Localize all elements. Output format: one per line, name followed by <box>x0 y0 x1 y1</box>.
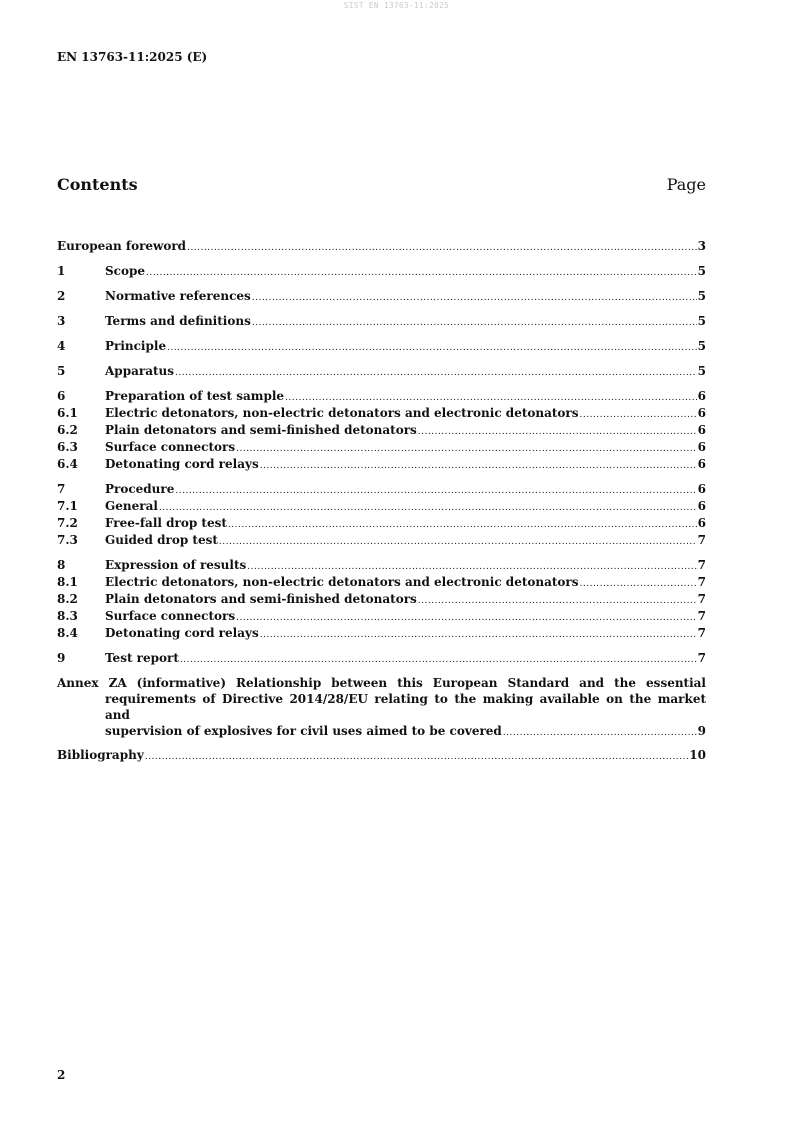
toc-number: 8.4 <box>57 626 78 640</box>
toc-page: 7 <box>697 651 706 665</box>
toc-page: 5 <box>697 264 706 278</box>
toc-entry-9[interactable] <box>57 650 706 667</box>
toc-title: Plain detonators and semi-finished detonators <box>105 423 417 437</box>
toc-page: 6 <box>697 499 706 513</box>
toc-page: 9 <box>697 724 706 738</box>
toc-number: 6.3 <box>57 440 78 454</box>
leader-dots <box>187 240 697 257</box>
toc-title: Apparatus <box>105 364 174 378</box>
toc-number: 6 <box>57 389 66 403</box>
toc-title: Preparation of test sample <box>105 389 285 403</box>
leader-dots <box>236 610 697 627</box>
toc-page: 6 <box>697 482 706 496</box>
toc-number: 3 <box>57 314 66 328</box>
toc-entry-6[interactable] <box>57 388 706 405</box>
toc-page: 7 <box>697 533 706 547</box>
toc-entry-8-2[interactable] <box>57 591 706 608</box>
toc-entry-5[interactable] <box>57 363 706 380</box>
toc-number: 7.1 <box>57 499 78 513</box>
toc-entry-8[interactable] <box>57 557 706 574</box>
toc-number: 7.3 <box>57 533 78 547</box>
toc-page: 6 <box>697 440 706 454</box>
toc-number: 4 <box>57 339 66 353</box>
leader-dots <box>260 458 697 475</box>
toc-entry-7-3[interactable] <box>57 532 706 549</box>
toc-number: 8.3 <box>57 609 78 623</box>
toc-page: 6 <box>697 389 706 403</box>
toc-title: Scope <box>105 264 146 278</box>
toc-number: 7.2 <box>57 516 78 530</box>
toc-number: 6.4 <box>57 457 78 471</box>
leader-dots <box>260 627 697 644</box>
leader-dots <box>580 576 697 593</box>
toc-title: Terms and definitions <box>105 314 251 328</box>
toc-entry-8-3[interactable] <box>57 608 706 625</box>
toc-page: 6 <box>697 406 706 420</box>
leader-dots <box>145 749 689 766</box>
leader-dots <box>146 265 697 282</box>
page-number: 2 <box>57 1068 66 1082</box>
toc-entry-4[interactable] <box>57 338 706 355</box>
toc-title: European foreword <box>57 239 187 253</box>
page-column-label: Page <box>666 175 706 194</box>
toc-page: 5 <box>697 289 706 303</box>
toc-title: Procedure <box>105 482 175 496</box>
toc-title: Detonating cord relays <box>105 457 259 471</box>
toc-page: 7 <box>697 558 706 572</box>
leader-dots <box>175 483 696 500</box>
toc-entry-foreword[interactable] <box>57 238 706 255</box>
toc-page: 6 <box>697 457 706 471</box>
toc-number: 6.2 <box>57 423 78 437</box>
toc-title: General <box>105 499 158 513</box>
leader-dots <box>219 534 697 551</box>
toc-number: 9 <box>57 651 66 665</box>
toc-page: 6 <box>697 516 706 530</box>
contents-heading: Contents <box>57 175 138 194</box>
toc-entry-6-1[interactable] <box>57 405 706 422</box>
leader-dots <box>159 500 697 517</box>
leader-dots <box>503 725 697 741</box>
toc-number: 1 <box>57 264 66 278</box>
toc-page: 5 <box>697 339 706 353</box>
toc-number: 2 <box>57 289 66 303</box>
toc-title: Test report <box>105 651 179 665</box>
leader-dots <box>167 340 697 357</box>
toc-page: 10 <box>689 748 706 762</box>
leader-dots <box>418 593 697 610</box>
annex-title-line-3-row <box>57 723 706 741</box>
leader-dots <box>228 517 697 534</box>
toc-page: 7 <box>697 626 706 640</box>
toc-title: Surface connectors <box>105 440 236 454</box>
leader-dots <box>175 365 697 382</box>
toc-number: 8.1 <box>57 575 78 589</box>
toc-number: 6.1 <box>57 406 78 420</box>
toc-number: 8 <box>57 558 66 572</box>
toc-page: 3 <box>697 239 706 253</box>
watermark: SIST EN 13763-11:2025 <box>343 1 450 10</box>
toc-page: 7 <box>697 575 706 589</box>
toc-page: 6 <box>697 423 706 437</box>
toc-title: Normative references <box>105 289 251 303</box>
toc-page: 7 <box>697 609 706 623</box>
leader-dots <box>580 407 697 424</box>
table-of-contents <box>57 238 706 764</box>
toc-entry-annex-za[interactable] <box>57 675 706 741</box>
toc-entry-6-4[interactable] <box>57 456 706 473</box>
toc-page: 7 <box>697 592 706 606</box>
toc-entry-2[interactable] <box>57 288 706 305</box>
toc-entry-3[interactable] <box>57 313 706 330</box>
toc-title: Guided drop test <box>105 533 218 547</box>
leader-dots <box>418 424 697 441</box>
toc-entry-8-4[interactable] <box>57 625 706 642</box>
toc-title: Plain detonators and semi-finished detonators <box>105 592 417 606</box>
document-id: EN 13763-11:2025 (E) <box>57 50 208 64</box>
annex-title-line-3: supervision of explosives for civil uses aimed to be covered <box>105 724 502 738</box>
toc-title: Electric detonators, non-electric detonators and electronic detonators <box>105 575 579 589</box>
toc-title: Expression of results <box>105 558 247 572</box>
toc-page: 5 <box>697 314 706 328</box>
toc-title: Bibliography <box>57 748 144 762</box>
toc-title: Detonating cord relays <box>105 626 259 640</box>
toc-entry-7-1[interactable] <box>57 498 706 515</box>
toc-title: Electric detonators, non-electric detonators and electronic detonators <box>105 406 579 420</box>
annex-title-line-2: requirements of Directive 2014/28/EU relating to the making available on the market and <box>105 692 706 722</box>
toc-page: 5 <box>697 364 706 378</box>
leader-dots <box>252 290 697 307</box>
toc-entry-6-2[interactable] <box>57 422 706 439</box>
leader-dots <box>180 652 697 669</box>
toc-title: Principle <box>105 339 167 353</box>
toc-entry-7[interactable] <box>57 481 706 498</box>
toc-entry-8-1[interactable] <box>57 574 706 591</box>
toc-entry-7-2[interactable] <box>57 515 706 532</box>
toc-entry-1[interactable] <box>57 263 706 280</box>
toc-number: 8.2 <box>57 592 78 606</box>
leader-dots <box>252 315 697 332</box>
toc-title: Surface connectors <box>105 609 236 623</box>
toc-entry-6-3[interactable] <box>57 439 706 456</box>
toc-entry-bibliography[interactable] <box>57 747 706 764</box>
annex-title-line-1: Annex ZA (informative) Relationship between this European Standard and the essential <box>57 676 706 690</box>
toc-number: 7 <box>57 482 66 496</box>
leader-dots <box>236 441 697 458</box>
toc-title: Free-fall drop test <box>105 516 227 530</box>
toc-number: 5 <box>57 364 66 378</box>
